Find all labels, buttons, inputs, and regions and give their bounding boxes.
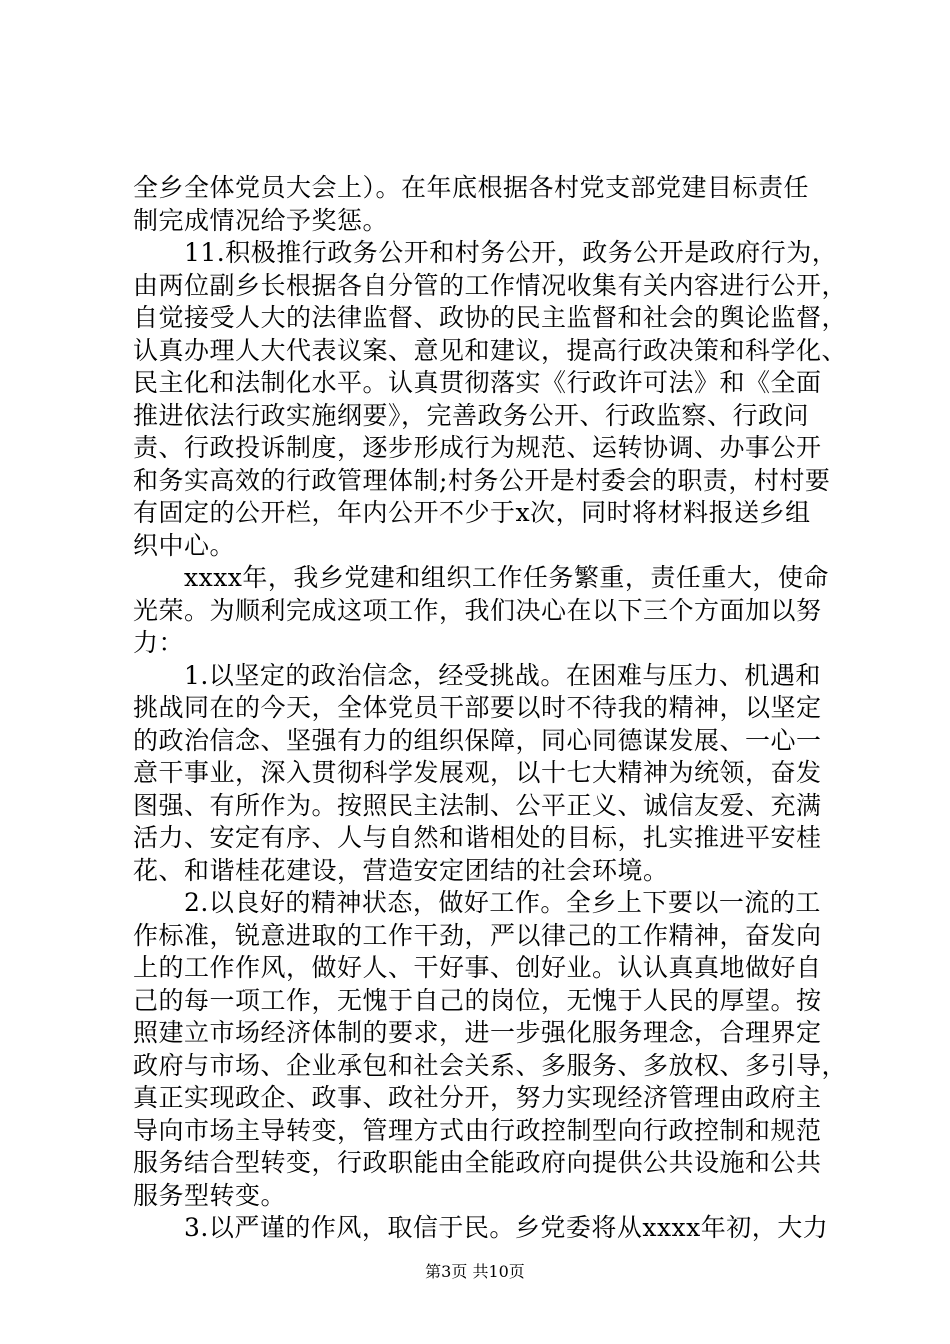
text-line: 照建立市场经济体制的要求，进一步强化服务理念，合理界定	[133, 1018, 822, 1047]
text-line: 责、行政投诉制度，逐步形成行为规范、运转协调、办事公开	[133, 433, 822, 462]
text-line: 导向市场主导转变，管理方式由行政控制型向行政控制和规范	[133, 1116, 822, 1145]
text-line: 图强、有所作为。按照民主法制、公平正义、诚信友爱、充满	[133, 791, 822, 820]
text-line: 服务结合型转变，行政职能由全能政府向提供公共设施和公共	[133, 1148, 822, 1177]
text-line: 织中心。	[133, 531, 236, 560]
text-line: 3.以严谨的作风，取信于民。乡党委将从xxxx年初，大力	[133, 1213, 829, 1242]
text-line: 民主化和法制化水平。认真贯彻落实《行政许可法》和《全面	[133, 368, 822, 397]
text-line: 推进依法行政实施纲要》，完善政务公开、行政监察、行政问	[133, 401, 810, 430]
text-line: 作标准，锐意进取的工作干劲，严以律己的工作精神，奋发向	[133, 921, 822, 950]
text-line: 挑战同在的今天，全体党员干部要以时不待我的精神，以坚定	[133, 693, 822, 722]
page-number-footer: 第3页 共10页	[425, 1262, 525, 1281]
text-line: 光荣。为顺利完成这项工作，我们决心在以下三个方面加以努	[133, 596, 822, 625]
text-line: 全乡全体党员大会上）。在年底根据各村党支部党建目标责任	[133, 173, 810, 202]
text-line: 花、和谐桂花建设，营造安定团结的社会环境。	[133, 856, 669, 885]
text-line: 真正实现政企、政事、政社分开，努力实现经济管理由政府主	[133, 1083, 822, 1112]
text-line: 1.以坚定的政治信念，经受挑战。在困难与压力、机遇和	[133, 661, 821, 690]
text-line: 己的每一项工作，无愧于自己的岗位，无愧于人民的厚望。按	[133, 986, 822, 1015]
text-line: 活力、安定有序、人与自然和谐相处的目标，扎实推进平安桂	[133, 823, 822, 852]
text-line: 上的工作作风，做好人、干好事、创好业。认认真真地做好自	[133, 953, 822, 982]
text-line: xxxx年，我乡党建和组织工作任务繁重，责任重大，使命	[133, 563, 829, 592]
text-line: 有固定的公开栏，年内公开不少于x次，同时将材料报送乡组	[133, 498, 811, 527]
text-line: 制完成情况给予奖惩。	[133, 206, 389, 235]
text-line: 意干事业，深入贯彻科学发展观，以十七大精神为统领，奋发	[133, 758, 822, 787]
text-line: 自觉接受人大的法律监督、政协的民主监督和社会的舆论监督，	[133, 303, 848, 332]
text-line: 服务型转变。	[133, 1181, 287, 1210]
text-line: 11.积极推行政务公开和村务公开，政务公开是政府行为，	[133, 238, 838, 267]
text-line: 政府与市场、企业承包和社会关系、多服务、多放权、多引导，	[133, 1051, 848, 1080]
text-line: 2.以良好的精神状态，做好工作。全乡上下要以一流的工	[133, 888, 821, 917]
text-line: 由两位副乡长根据各自分管的工作情况收集有关内容进行公开，	[133, 271, 848, 300]
text-line: 力：	[133, 628, 185, 657]
text-line: 和务实高效的行政管理体制;村务公开是村委会的职责，村村要	[133, 466, 831, 495]
text-line: 的政治信念、坚强有力的组织保障，同心同德谋发展、一心一	[133, 726, 822, 755]
text-line: 认真办理人大代表议案、意见和建议，提高行政决策和科学化、	[133, 336, 848, 365]
